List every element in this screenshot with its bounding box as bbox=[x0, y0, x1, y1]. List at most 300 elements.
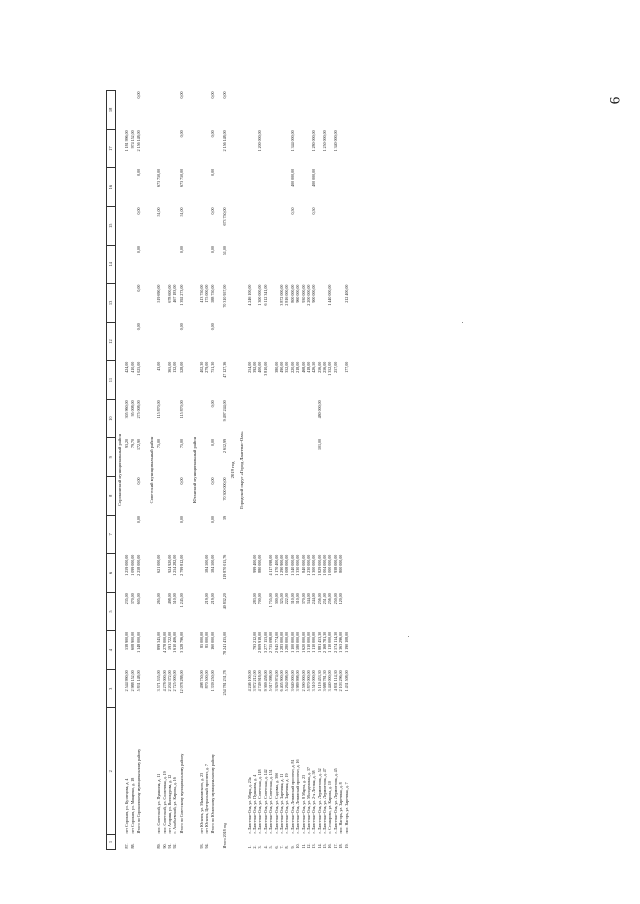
value-cell: 251,00 bbox=[322, 593, 328, 605]
value-cell: 880 000,00 bbox=[257, 554, 263, 573]
value-cell bbox=[344, 129, 349, 168]
row-number: 18. bbox=[338, 843, 344, 849]
value-cell: 101,00 bbox=[316, 438, 322, 450]
row-number: 87. bbox=[124, 843, 130, 849]
value-cell bbox=[344, 322, 349, 361]
value-cell: 1 230 000,00 bbox=[305, 554, 311, 576]
total-row bbox=[178, 91, 185, 850]
column-header: 14 bbox=[107, 245, 116, 284]
address-cell: пос. Советский, ул. Пушкина, д. 11 bbox=[156, 773, 162, 834]
value-cell: 1 283 000,00 bbox=[278, 631, 284, 653]
total-label: Итого 2018 год bbox=[222, 822, 228, 849]
value-cell: 1 310 000,00 bbox=[305, 631, 311, 653]
value-cell: 1 352,00 bbox=[327, 361, 333, 376]
value-cell: 510,00 bbox=[172, 593, 178, 605]
address-cell: Итого по Сорокинскому муниципальному району bbox=[136, 748, 142, 834]
address-cell: г. Лангепас-Ола, ул. Лермонтова, д. 52 bbox=[316, 768, 322, 834]
value-cell: 256,00 bbox=[316, 593, 322, 605]
column-header: 10 bbox=[107, 399, 116, 438]
row-number: 16. bbox=[327, 843, 333, 849]
value-cell: 1 181 996,00 bbox=[124, 130, 130, 152]
value-cell: 5 017 098,00 bbox=[268, 670, 274, 692]
address-cell: г. Лангепас-Ола, ул. Советская, д. 142 bbox=[262, 769, 268, 834]
column-header: 4 bbox=[107, 631, 116, 670]
address-cell: г. Лангепас-Ола, ул. Лермонтова, д. 45 bbox=[332, 768, 338, 834]
value-cell: 700,00 bbox=[257, 593, 263, 605]
value-cell: 400 000,00 bbox=[289, 168, 295, 187]
value-cell: 305 960,00 bbox=[124, 400, 130, 419]
value-cell: 177,00 bbox=[343, 361, 349, 373]
value-cell: 1 190 108,00 bbox=[343, 631, 349, 653]
value-cell: 51,00 bbox=[222, 246, 228, 256]
scan-speck bbox=[408, 636, 409, 637]
value-cell: 584 500,00 bbox=[210, 554, 216, 573]
row-number: 90. bbox=[161, 843, 167, 849]
value-cell: 12 078 288,00 bbox=[178, 670, 184, 694]
value-cell: 5 264 098,00 bbox=[284, 670, 290, 692]
value-cell: 2 809 918,00 bbox=[257, 631, 263, 653]
value-cell: 2 612,99 bbox=[222, 438, 228, 453]
row-number: 94. bbox=[204, 843, 210, 849]
value-cell: 1 099 000,00 bbox=[129, 554, 135, 576]
section-title-row bbox=[229, 91, 238, 850]
value-cell: 1 610 406,00 bbox=[172, 631, 178, 653]
value-cell: 310,00 bbox=[295, 593, 301, 605]
value-cell: 0,00 bbox=[136, 246, 142, 254]
value-cell: 352,00 bbox=[284, 361, 290, 373]
value-cell bbox=[344, 91, 349, 130]
value-cell: 2 735 098,00 bbox=[268, 631, 274, 653]
value-cell: 2 156 148,00 bbox=[136, 130, 142, 152]
value-cell: 2 200 000,00 bbox=[305, 284, 311, 306]
value-cell: 0,00 bbox=[210, 477, 216, 485]
address-cell: пгт Юганск, Центральный проспект, д. 7 bbox=[204, 764, 210, 834]
value-cell: 0,00 bbox=[178, 516, 184, 524]
address-cell: пгт Юганск, ул. Мавлимского, д. 23 bbox=[198, 772, 204, 834]
value-cell: 115 870,00 bbox=[156, 400, 162, 419]
value-cell: 1 280 000,00 bbox=[284, 631, 290, 653]
grand-total-row bbox=[222, 91, 229, 850]
column-header: 6 bbox=[107, 554, 116, 593]
value-cell: 2 258 000,00 bbox=[136, 554, 142, 576]
column-header: 11 bbox=[107, 361, 116, 400]
value-cell: 1 440 000,00 bbox=[327, 284, 333, 306]
value-cell: 400,00 bbox=[257, 361, 263, 373]
row-number: 9. bbox=[289, 845, 295, 849]
value-cell: 924 920,00 bbox=[167, 554, 173, 573]
section-title-row bbox=[190, 91, 199, 850]
value-cell: 85 000,00 bbox=[198, 631, 204, 648]
value-cell: 344,00 bbox=[305, 593, 311, 605]
value-cell: 3 440 000,00 bbox=[327, 670, 333, 692]
row-number bbox=[136, 835, 143, 850]
value-cell: 480 000,00 bbox=[316, 400, 322, 419]
value-cell: 1 004 000,00 bbox=[322, 554, 328, 576]
value-cell: 51,00 bbox=[178, 207, 184, 217]
section-title-row bbox=[148, 91, 157, 850]
value-cell: 0,00 bbox=[210, 246, 216, 254]
value-cell: 212 400,00 bbox=[343, 284, 349, 303]
value-cell: 751,30 bbox=[210, 361, 216, 373]
value-cell: 608 900,00 bbox=[129, 631, 135, 650]
address-cell: г. Лангепас-Ола, ул. Заречная, д. 11 bbox=[278, 773, 284, 834]
value-cell: 95 008,00 bbox=[129, 400, 135, 417]
column-header: 3 bbox=[107, 669, 116, 708]
value-cell: 256,00 bbox=[322, 361, 328, 373]
value-cell: 115 870,00 bbox=[178, 400, 184, 419]
section-title: Юганский муниципальный район bbox=[191, 436, 197, 504]
value-cell: 1 250 000,00 bbox=[322, 130, 328, 152]
value-cell bbox=[344, 245, 349, 284]
value-cell: 5 870 000,00 bbox=[305, 670, 311, 692]
address-cell: пгт Сорокин, ул. Мищенко, д. 18 bbox=[129, 777, 135, 834]
value-cell bbox=[344, 515, 349, 554]
value-cell: 6 112 341,00 bbox=[262, 284, 268, 306]
value-cell: 219,00 bbox=[210, 593, 216, 605]
value-cell: 673 750,00 bbox=[222, 207, 228, 226]
value-cell: 678 600,00 bbox=[167, 284, 173, 303]
value-cell bbox=[222, 322, 229, 361]
value-cell: 75,00 bbox=[178, 438, 184, 448]
value-cell: 325,00 bbox=[278, 593, 284, 605]
value-cell: 219,00 bbox=[204, 593, 210, 605]
value-cell: 132,00 bbox=[172, 361, 178, 373]
value-cell: 254,00 bbox=[246, 361, 252, 373]
value-cell bbox=[344, 554, 349, 593]
table-row bbox=[344, 91, 349, 850]
address-cell: г. Лангепас-Ола, ул. 8 Марта, д. 23 bbox=[300, 774, 306, 834]
value-cell: 1 829 000,00 bbox=[316, 554, 322, 576]
row-number: 10. bbox=[295, 843, 301, 849]
column-header: 2 bbox=[107, 708, 116, 835]
address-cell: г. Лангепас-Ола, ул. Мира, д. 23а bbox=[246, 777, 252, 834]
value-cell: 2 574 114,30 bbox=[332, 631, 338, 653]
value-cell: 0,00 bbox=[136, 477, 142, 485]
value-cell bbox=[222, 168, 229, 207]
address-cell: г. Лангепас-Ола, ул. Пушкина, д. 4 bbox=[252, 774, 257, 834]
row-number: 3. bbox=[257, 845, 263, 849]
value-cell bbox=[344, 206, 349, 245]
value-cell: 250,00 bbox=[332, 593, 338, 605]
row-number: 92. bbox=[172, 843, 178, 849]
value-cell: 800 000,00 bbox=[338, 554, 344, 573]
row-number: 8. bbox=[284, 845, 290, 849]
value-cell: 1 008 000,00 bbox=[284, 554, 290, 576]
value-cell: 235,00 bbox=[124, 593, 130, 605]
value-cell: 1 431 508,00 bbox=[343, 670, 349, 692]
value-cell: 1 340 000,00 bbox=[332, 130, 338, 152]
value-cell: 370,00 bbox=[129, 593, 135, 605]
value-cell: 0,00 bbox=[178, 130, 184, 138]
value-cell: 0,50 bbox=[311, 207, 317, 215]
value-cell: 0,00 bbox=[178, 477, 184, 485]
column-header: 13 bbox=[107, 284, 116, 323]
column-header: 17 bbox=[107, 129, 116, 168]
value-cell: 2 168 781,30 bbox=[322, 631, 328, 653]
section-title-row bbox=[116, 91, 126, 850]
value-cell: 413 750,00 bbox=[198, 284, 204, 303]
value-cell: 70 310 957,00 bbox=[222, 284, 228, 308]
value-cell: 40 832,20 bbox=[222, 593, 228, 610]
total-row bbox=[136, 91, 143, 850]
value-cell: 279,00 bbox=[204, 361, 210, 373]
row-number: 88. bbox=[129, 843, 135, 849]
value-cell: 2 645 774,00 bbox=[273, 631, 279, 653]
value-cell: 0,00 bbox=[136, 284, 142, 292]
value-cell bbox=[344, 168, 349, 207]
value-cell: 1 025,00 bbox=[136, 361, 142, 376]
value-cell: 1 148 000,00 bbox=[136, 631, 142, 653]
value-cell: 0,00 bbox=[136, 91, 142, 99]
address-cell: г. Лангепас-Ола, ул. Советская, д. 151 bbox=[268, 769, 274, 834]
repair-schedule-table bbox=[106, 90, 350, 850]
value-cell: 218,00 bbox=[295, 361, 301, 373]
value-cell: 402,30 bbox=[198, 361, 204, 373]
value-cell: 1 200 000,00 bbox=[257, 130, 263, 152]
value-cell: 51,00 bbox=[156, 207, 162, 217]
value-cell: 0,00 bbox=[210, 400, 216, 408]
column-header: 15 bbox=[107, 206, 116, 245]
value-cell: 999 400,00 bbox=[252, 554, 257, 573]
value-cell: 974 152,00 bbox=[129, 130, 135, 149]
address-cell: г. Лангепас-Ола, ул. Лермонтова, д. 47 bbox=[322, 768, 328, 834]
row-number: 12. bbox=[305, 843, 311, 849]
value-cell: 840 000,00 bbox=[300, 554, 306, 573]
value-cell: 3 810,00 bbox=[262, 361, 268, 376]
address-cell: пгт Агириш, ул. Винокурова, д. 12 bbox=[167, 774, 173, 834]
row-number bbox=[178, 835, 185, 850]
value-cell: 256,00 bbox=[327, 593, 333, 605]
value-cell bbox=[344, 399, 349, 438]
address-cell: Итого по Юганскому муниципальному району bbox=[210, 754, 216, 834]
value-cell: 930 000,00 bbox=[300, 284, 306, 303]
value-cell: 380,00 bbox=[273, 361, 279, 373]
value-cell: 584 500,00 bbox=[204, 554, 210, 573]
value-cell: 2 544 990,00 bbox=[124, 670, 130, 692]
value-cell: 1 755,00 bbox=[268, 593, 274, 608]
value-cell: 1 300 000,00 bbox=[257, 284, 263, 306]
value-cell: 93,20 bbox=[124, 438, 130, 448]
value-cell: 2 103 296,00 bbox=[338, 670, 344, 692]
value-cell: 400 000,00 bbox=[311, 168, 317, 187]
address-cell: г. Лангепас-Ола, Ленинский проспект, д. 16 bbox=[295, 759, 301, 834]
address-cell: г. Лангепас-Ола, Ленинский проспект, д. 81 bbox=[289, 759, 295, 834]
value-cell: 0,00 bbox=[210, 130, 216, 138]
value-cell bbox=[344, 477, 349, 516]
address-cell: г. Лангепас-Ола, ул. Садовая, д. 30б bbox=[273, 772, 279, 834]
value-cell: 424,00 bbox=[124, 361, 130, 373]
value-cell: 4 278 000,00 bbox=[161, 631, 167, 653]
value-cell: 0,00 bbox=[210, 91, 216, 99]
value-cell: 283,00 bbox=[252, 593, 257, 605]
value-cell: 900 000,00 bbox=[311, 284, 317, 303]
value-cell: 1 000 000,00 bbox=[327, 554, 333, 576]
value-cell: 498 750,00 bbox=[198, 670, 204, 689]
column-header: 8 bbox=[107, 477, 116, 516]
value-cell: 588 750,00 bbox=[210, 284, 216, 303]
value-cell: 2 816 000,00 bbox=[284, 284, 290, 306]
value-cell: 3 640 000,00 bbox=[289, 670, 295, 692]
value-cell: 275 008,00 bbox=[136, 400, 142, 419]
row-number: 89. bbox=[156, 843, 162, 849]
value-cell: 1 110 000,00 bbox=[327, 631, 333, 653]
value-cell: 426,50 bbox=[311, 361, 317, 373]
value-cell: 0,00 bbox=[210, 438, 216, 446]
row-number: 93. bbox=[198, 843, 204, 849]
row-number: 6. bbox=[273, 845, 279, 849]
address-cell: г. Лангепас-Ола, ул. Молодежная, д. 37 bbox=[305, 767, 311, 834]
address-cell: г. Лангепас-Ола, ул. Заречная, д. 19 bbox=[284, 773, 290, 834]
value-cell: 468,00 bbox=[300, 361, 306, 373]
address-cell: Итого по Советскому муниципальному району bbox=[178, 753, 184, 834]
column-header: 7 bbox=[107, 515, 116, 554]
row-number: 13. bbox=[311, 843, 317, 849]
value-cell: 793 212,00 bbox=[252, 631, 257, 650]
value-cell: 0,00 bbox=[222, 91, 228, 99]
value-cell: 0,00 bbox=[136, 168, 142, 176]
value-cell: 2 156 148,00 bbox=[222, 130, 228, 152]
value-cell: 4 831 114,30 bbox=[332, 670, 338, 692]
value-cell: 1 110 000,00 bbox=[311, 631, 317, 653]
value-cell bbox=[344, 592, 349, 631]
value-cell: 0,00 bbox=[136, 207, 142, 215]
value-cell: 70 300 000,00 bbox=[222, 477, 228, 501]
address-cell: пос. Нагорь, ул. Заречная, д. 8 bbox=[338, 782, 344, 834]
value-cell: 2 204 372,00 bbox=[167, 670, 173, 692]
value-cell: 85 000,00 bbox=[204, 631, 210, 648]
value-cell: 673 750,00 bbox=[156, 168, 162, 187]
value-cell: 2 725 000,00 bbox=[172, 670, 178, 692]
column-header: 9 bbox=[107, 438, 116, 477]
value-cell: 800 000,00 bbox=[289, 284, 295, 303]
value-cell: 0,00 bbox=[136, 516, 142, 524]
value-cell: 1 392 273,00 bbox=[178, 284, 184, 306]
value-cell: 265,00 bbox=[156, 593, 162, 605]
value-cell: 1 100 000,00 bbox=[289, 631, 295, 653]
value-cell: 605,00 bbox=[136, 593, 142, 605]
value-cell: 538 900,00 bbox=[124, 631, 130, 650]
value-cell: 256,00 bbox=[316, 361, 322, 373]
value-cell: 1 254 282,00 bbox=[172, 554, 178, 576]
value-cell: 3 510 000,00 bbox=[311, 670, 317, 692]
value-cell: 1 881 453,30 bbox=[316, 631, 322, 653]
address-cell: пос. Советский, ул. Солнечная, д. 19 bbox=[161, 771, 167, 834]
value-cell: 1 300 000,00 bbox=[311, 554, 317, 576]
value-cell: 1 339 250,00 bbox=[210, 670, 216, 692]
value-cell: 1 170 400,00 bbox=[273, 554, 279, 576]
value-cell: 0,00 bbox=[210, 168, 216, 176]
value-cell: 2 590 000,00 bbox=[300, 670, 306, 692]
column-header: 12 bbox=[107, 322, 116, 361]
address-cell: пос. Нагорь, ул. Заречная, д. 7 bbox=[343, 782, 349, 834]
value-cell: 528,00 bbox=[178, 361, 184, 373]
column-number-header bbox=[107, 91, 116, 850]
value-cell: 0,00 bbox=[210, 207, 216, 215]
value-cell: 300,00 bbox=[273, 593, 279, 605]
value-cell: 254 781 231,78 bbox=[222, 670, 228, 696]
column-header: 1 bbox=[107, 835, 116, 850]
value-cell: 1 363 296,00 bbox=[338, 631, 344, 653]
value-cell: 3 688 781,30 bbox=[322, 670, 328, 692]
row-number: 2. bbox=[252, 845, 257, 849]
column-header: 5 bbox=[107, 592, 116, 631]
value-cell: 1 290 900,00 bbox=[278, 554, 284, 576]
value-cell: 3 571 535,00 bbox=[156, 670, 162, 692]
value-cell: 5 119 453,30 bbox=[316, 670, 322, 692]
value-cell: 39 bbox=[222, 516, 228, 521]
value-cell: 0,50 bbox=[289, 207, 295, 215]
value-cell: 4 278 000,00 bbox=[161, 670, 167, 692]
value-cell: 899 345,00 bbox=[156, 631, 162, 650]
value-cell: 47 127,36 bbox=[222, 361, 228, 378]
value-cell: 1 344 000,00 bbox=[289, 130, 295, 152]
address-cell: с. Алябьевский, ул. Кирова, д. 16 bbox=[172, 777, 178, 834]
value-cell: 78 241 435,00 bbox=[222, 631, 228, 655]
value-cell: 3 989 998,00 bbox=[295, 670, 301, 692]
value-cell: 222,00 bbox=[284, 593, 290, 605]
value-cell: 79,70 bbox=[129, 438, 135, 448]
row-number: 91. bbox=[167, 843, 173, 849]
value-cell: 4 117 098,00 bbox=[268, 554, 274, 576]
value-cell: 175 000,00 bbox=[204, 284, 210, 303]
value-cell: 1 580 000,00 bbox=[295, 631, 301, 653]
address-cell: г. Лангепас-Ола, ул. Советская, д. 118 bbox=[257, 769, 263, 834]
row-number: 19. bbox=[343, 843, 349, 849]
value-cell: 3 972 212,00 bbox=[252, 670, 257, 692]
value-cell: 1 330 000,00 bbox=[295, 554, 301, 576]
value-cell: 0,00 bbox=[210, 516, 216, 524]
value-cell: 1 620 000,00 bbox=[300, 631, 306, 653]
value-cell: 3 872 000,00 bbox=[278, 284, 284, 306]
row-number: 17. bbox=[332, 843, 338, 849]
row-number: 5. bbox=[268, 845, 274, 849]
row-number: 1. bbox=[246, 845, 252, 849]
value-cell: 392,00 bbox=[252, 361, 257, 373]
value-cell: 938 000,00 bbox=[332, 554, 338, 573]
value-cell: 43,00 bbox=[156, 361, 162, 371]
value-cell: 310,00 bbox=[289, 593, 295, 605]
section-title: Сорокинский муниципальный район bbox=[117, 433, 123, 507]
page-number: 6 bbox=[607, 96, 624, 105]
value-cell: 410,00 bbox=[129, 361, 135, 373]
value-cell: 498,00 bbox=[167, 593, 173, 605]
value-cell: 2 799 812,00 bbox=[178, 554, 184, 576]
scan-speck bbox=[462, 322, 463, 323]
section-title-row bbox=[238, 91, 247, 850]
value-cell: 3 929 974,00 bbox=[273, 670, 279, 692]
value-cell: 0,00 bbox=[136, 323, 142, 331]
value-cell: 0,00 bbox=[210, 323, 216, 331]
section-title: Городской округ «Город Лангепас-Ола» bbox=[239, 431, 245, 509]
address-cell: пгт Сорокин, ул. Кузнецова, д. 4 bbox=[124, 778, 130, 834]
value-cell: 6 405 900,00 bbox=[278, 670, 284, 692]
section-title: Советский муниципальный район bbox=[149, 436, 155, 504]
value-cell: 370,00 bbox=[300, 593, 306, 605]
value-cell: 621 000,00 bbox=[156, 554, 162, 573]
value-cell: 960 000,00 bbox=[295, 284, 301, 303]
address-cell: с. Селиярово, ул. Кирова, д. 10 bbox=[327, 781, 333, 834]
value-cell: 467 183,00 bbox=[172, 284, 178, 303]
value-cell: 75,00 bbox=[156, 438, 162, 448]
value-cell: 9 497 244,00 bbox=[222, 400, 228, 422]
value-cell: 2 988 152,00 bbox=[129, 670, 135, 692]
value-cell: 120,00 bbox=[338, 593, 344, 605]
value-cell: 4 246 100,00 bbox=[246, 284, 252, 306]
value-cell: 418,00 bbox=[305, 361, 311, 373]
address-cell: г. Лангепас-Ола, ул. 2-я Лесная, д. 58 bbox=[311, 770, 317, 834]
value-cell: 0,00 bbox=[178, 91, 184, 99]
value-cell: 257,00 bbox=[332, 361, 338, 373]
